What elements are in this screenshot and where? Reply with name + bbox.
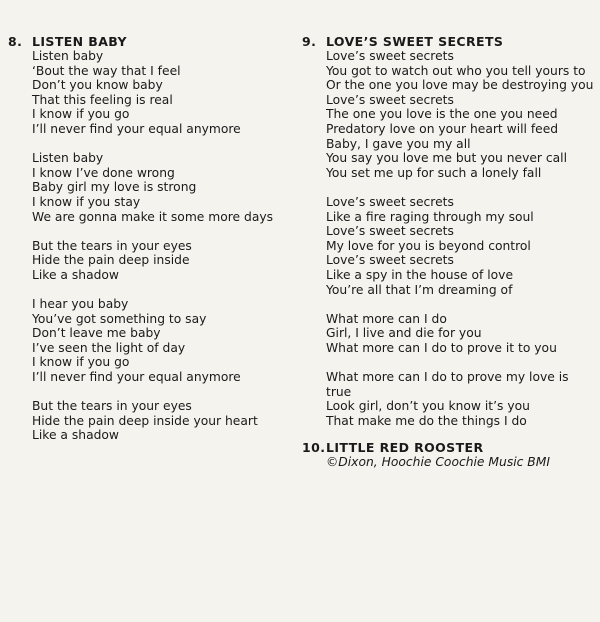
- song-heading: [302, 440, 594, 455]
- lyric-line: That make me do the things I do: [326, 413, 527, 428]
- lyric-line: Like a shadow: [32, 267, 119, 282]
- lyric-line: I’ve seen the light of day: [32, 340, 186, 355]
- lyric-line: I’ll never find your equal anymore: [32, 370, 241, 385]
- lyric-line: You’re all that I’m dreaming of: [326, 282, 513, 297]
- lyric-line: I know if you go: [32, 355, 130, 370]
- lyric-line: Don’t you know baby: [32, 78, 163, 93]
- lyric-line: I hear you baby: [32, 297, 129, 312]
- lyric-line: Girl, I live and die for you: [326, 326, 482, 341]
- song-9: [302, 34, 594, 428]
- lyric-line: What more can I do to prove it to you: [326, 340, 557, 355]
- left-column: [8, 34, 288, 455]
- stanza: [32, 49, 288, 137]
- song-lyrics: [32, 49, 288, 443]
- song-heading: [8, 34, 288, 49]
- lyric-line: Like a shadow: [32, 428, 119, 443]
- stanza: [326, 312, 594, 356]
- lyric-line: You say you love me but you never call: [326, 151, 568, 166]
- lyric-line: Baby, I gave you my all: [326, 136, 471, 151]
- lyric-line: I’ll never find your equal anymore: [32, 121, 241, 136]
- lyric-line: Like a fire raging through my soul: [326, 209, 534, 224]
- song-number: 9.: [302, 34, 317, 49]
- lyric-line: The one you love is the one you need: [326, 107, 558, 122]
- stanza: [32, 399, 288, 443]
- lyric-line: Love’s sweet secrets: [326, 92, 454, 107]
- stanza: [326, 195, 594, 297]
- lyric-line: We are gonna make it some more days: [32, 209, 274, 224]
- lyric-line: Don’t leave me baby: [32, 326, 161, 341]
- stanza: [32, 151, 288, 224]
- song-title: LITTLE RED ROOSTER: [326, 440, 484, 456]
- song-8: [8, 34, 288, 443]
- lyric-line: You’ve got something to say: [32, 311, 207, 326]
- lyric-line: Baby girl my love is strong: [32, 180, 197, 195]
- lyric-line: Love’s sweet secrets: [326, 253, 454, 268]
- lyric-line: I know if you go: [32, 107, 130, 122]
- lyric-line: But the tears in your eyes: [32, 238, 192, 253]
- lyric-line: But the tears in your eyes: [32, 399, 192, 414]
- lyric-line: I know I’ve done wrong: [32, 165, 175, 180]
- stanza: [326, 370, 594, 428]
- lyric-line: That this feeling is real: [32, 92, 173, 107]
- song-number: 10.: [302, 440, 326, 456]
- lyric-line: Love’s sweet secrets: [326, 194, 454, 209]
- stanza: [326, 49, 594, 180]
- song-credit: ©Dixon, Hoochie Coochie Music BMI: [326, 455, 550, 470]
- stanza: [32, 239, 288, 283]
- lyric-line: Love’s sweet secrets: [326, 224, 454, 239]
- lyric-line: Hide the pain deep inside: [32, 253, 190, 268]
- lyric-line: ‘Bout the way that I feel: [32, 63, 181, 78]
- lyric-line: You set me up for such a lonely fall: [326, 165, 542, 180]
- song-lyrics: [326, 49, 594, 428]
- song-number: 8.: [8, 34, 23, 49]
- lyric-line: What more can I do: [326, 311, 447, 326]
- lyric-line: Like a spy in the house of love: [326, 267, 514, 282]
- lyric-line: You got to watch out who you tell yours to: [326, 63, 586, 78]
- lyric-line: Listen baby: [32, 151, 104, 166]
- lyric-line: Predatory love on your heart will feed: [326, 121, 559, 136]
- song-heading: [302, 34, 594, 49]
- song-title: LISTEN BABY: [32, 34, 127, 49]
- lyric-line: I know if you stay: [32, 194, 141, 209]
- stanza: [32, 297, 288, 385]
- lyric-line: Or the one you love may be destroying you: [326, 78, 594, 93]
- lyric-line: Love’s sweet secrets: [326, 49, 454, 63]
- lyric-line: What more can I do to prove my love is true: [326, 370, 569, 399]
- song-10: [302, 440, 594, 470]
- right-column: [302, 34, 594, 482]
- lyric-line: Hide the pain deep inside your heart: [32, 413, 258, 428]
- song-title: LOVE’S SWEET SECRETS: [326, 34, 504, 49]
- lyric-line: Look girl, don’t you know it’s you: [326, 399, 530, 414]
- lyric-line: Listen baby: [32, 49, 104, 63]
- lyric-line: My love for you is beyond control: [326, 238, 531, 253]
